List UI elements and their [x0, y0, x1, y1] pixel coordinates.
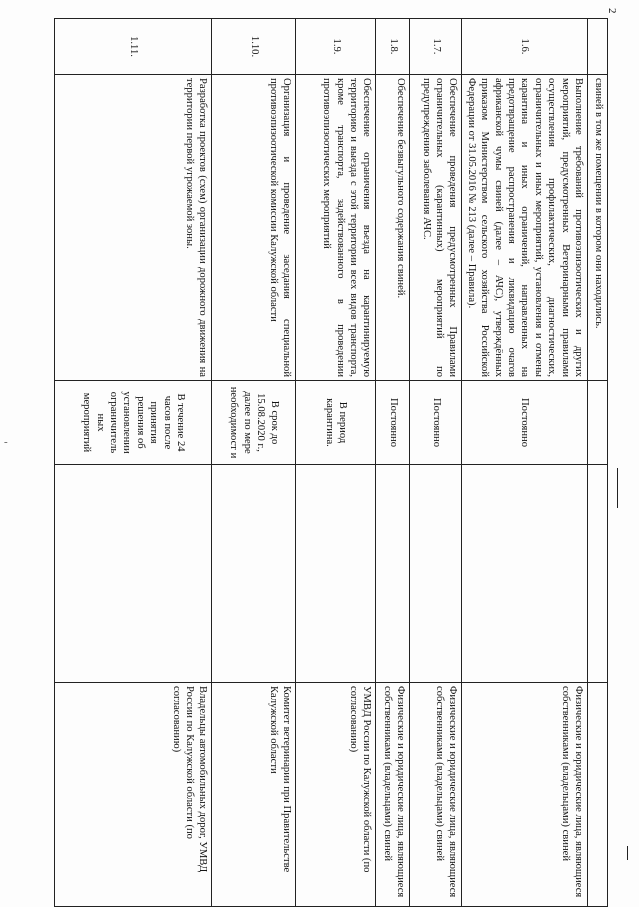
continuation-blank-cell [588, 465, 608, 683]
continuation-num-cell [588, 19, 608, 75]
row-blank [462, 465, 588, 683]
row-blank [55, 465, 212, 683]
row-responsible: Владельцы автомобильных дорог, УМВД России по Калужской области (по согласованию) [55, 683, 212, 907]
page-number: 2 [606, 8, 618, 14]
row-term: Постоянно [376, 381, 410, 465]
row-responsible: Физические и юридические лица, являющиеся собственниками (владельцами) свиней [376, 683, 410, 907]
row-responsible: Физические и юридические лица, являющиеся собственниками (владельцами) свиней [410, 683, 462, 907]
row-term: В течение 24 часов после принятия решения об установлении ограничитель ных мероприятий [55, 381, 212, 465]
row-responsible: Комитет ветеринарии при Правительстве Калужской области [212, 683, 296, 907]
row-action: Обеспечение безвыгульного содержания свиней. [376, 75, 410, 381]
row-blank [410, 465, 462, 683]
scan-edge-mark [617, 468, 618, 508]
table-row [55, 19, 212, 907]
row-number: 1.9. [296, 19, 376, 75]
row-action: Обеспечение ограничения въезда на карантинируемую территорию и выезда с этой территории всех видов транспорта, кроме транспорта, задействованного в проведении противоэпизоотических мероприятий [296, 75, 376, 381]
rotated-page [63, 18, 608, 906]
row-term: В срок до 15.08.2020 г., далее по мере необходимост и [212, 381, 296, 465]
continuation-row [588, 19, 608, 907]
row-responsible: Физические и юридические лица, являющиеся собственниками (владельцами) свиней [462, 683, 588, 907]
row-action: Разработка проектов (схем) организации дорожного движения на территории первой угрожаемой зоны. [55, 75, 212, 381]
row-blank [212, 465, 296, 683]
continuation-text: свиней в том же помещении в котором они находились. [588, 75, 608, 381]
row-term: В период карантина. [296, 381, 376, 465]
row-action: Организация и проведение заседания специальной противоэпизоотической комиссии Калужской области [212, 75, 296, 381]
table-row [462, 19, 588, 907]
row-number: 1.7. [410, 19, 462, 75]
continuation-term-cell [588, 381, 608, 465]
scan-edge-mark-bottom [627, 846, 628, 860]
table-row [296, 19, 376, 907]
row-responsible: УМВД России по Калужской области (по согласованию) [296, 683, 376, 907]
row-term: Постоянно [462, 381, 588, 465]
row-number: 1.6. [462, 19, 588, 75]
row-term: Постоянно [410, 381, 462, 465]
row-blank [376, 465, 410, 683]
row-blank [296, 465, 376, 683]
row-number: 1.8. [376, 19, 410, 75]
table-row [376, 19, 410, 907]
table-row [212, 19, 296, 907]
row-action: Обеспечение проведения предусмотренных Правилами ограничительных (карантинных) мероприятий по предупреждению заболевания АЧС. [410, 75, 462, 381]
measures-table [54, 18, 608, 907]
row-number: 1.11. [55, 19, 212, 75]
table-row [410, 19, 462, 907]
row-action: Выполнение требований противоэпизоотических и других мероприятий, предусмотренных Ветеринарными правилами осуществления профилактических, диагностических, ограничительных и иных мероприятий, установления и отмены карантина и иных ограничений, направленных на предотвращение распространения и ликвидацию очагов африканской чумы свиней (далее – АЧС), утверждённых приказом Министерством сельского хозяйства Российской Федерации от 31.05.2016 № 213 (далее – Правила). [462, 75, 588, 381]
left-margin-mark: - [4, 436, 8, 448]
continuation-resp-cell [588, 683, 608, 907]
row-number: 1.10. [212, 19, 296, 75]
